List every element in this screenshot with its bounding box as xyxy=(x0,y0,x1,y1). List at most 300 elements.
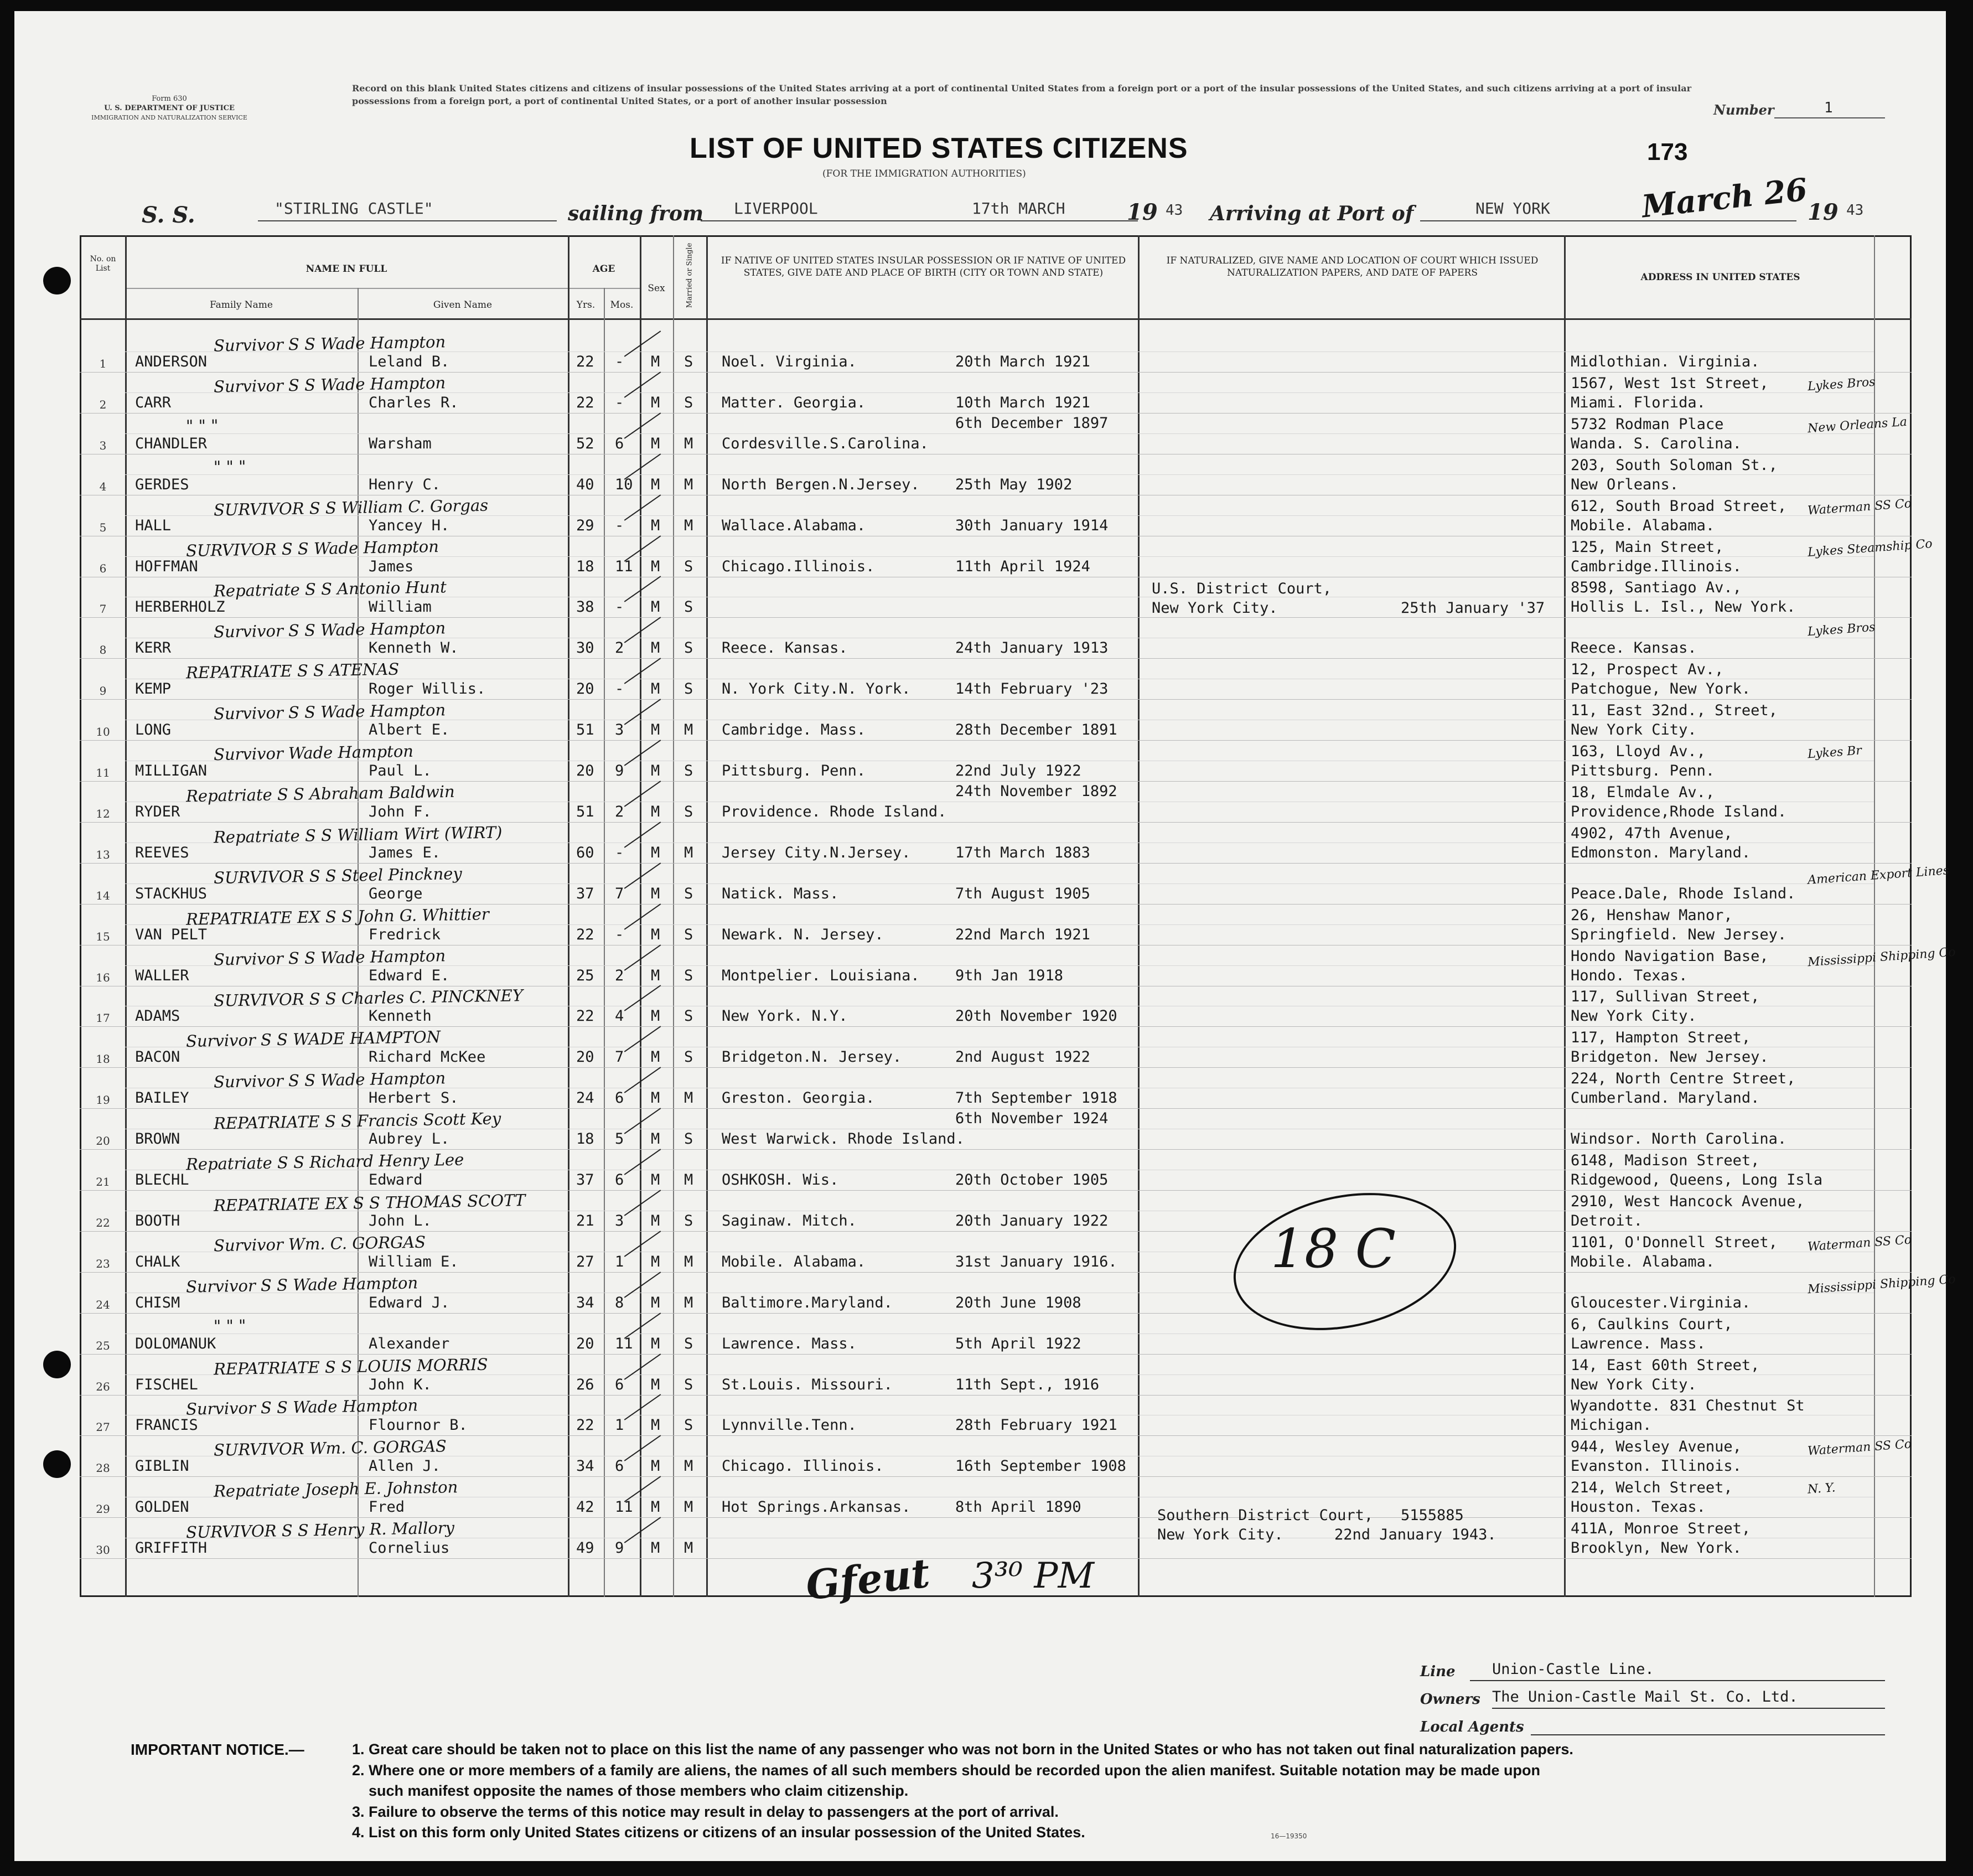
row-rule xyxy=(80,1026,1912,1027)
address-line-2: Brooklyn, New York. xyxy=(1571,1539,1742,1557)
form-number: Form 630 xyxy=(152,95,187,103)
address-note: American Export Lines xyxy=(1807,864,1950,887)
age-years: 20 xyxy=(576,1335,594,1352)
sex: M xyxy=(651,803,660,820)
address-line-2: Wanda. S. Carolina. xyxy=(1571,435,1742,452)
sex: M xyxy=(651,680,660,697)
punch-hole xyxy=(43,1450,71,1478)
marital-status: S xyxy=(684,967,693,984)
given-name: Yancey H. xyxy=(369,517,450,534)
sex: M xyxy=(651,1498,660,1516)
sex: M xyxy=(651,476,660,493)
address-line-2: Houston. Texas. xyxy=(1571,1498,1706,1516)
inspector-signature: Gfeut xyxy=(804,1549,932,1609)
address-line-2: Miami. Florida. xyxy=(1571,394,1706,411)
row-number: 28 xyxy=(96,1461,110,1475)
row-rule xyxy=(80,658,1912,659)
birth-place: Pittsburg. Penn. xyxy=(722,762,866,779)
address-line-1: Wyandotte. 831 Chestnut St xyxy=(1571,1397,1805,1414)
owners-value: The Union-Castle Mail St. Co. Ltd. xyxy=(1492,1688,1798,1706)
row-note: REPATRIATE S S ATENAS xyxy=(185,659,400,683)
birth-date: 10th March 1921 xyxy=(955,394,1090,411)
header-row-rule xyxy=(80,318,1912,320)
row-number: 2 xyxy=(99,398,107,411)
birth-place: N. York City.N. York. xyxy=(722,680,911,697)
birth-date: 7th August 1905 xyxy=(955,885,1090,902)
family-name: DOLOMANUK xyxy=(135,1335,216,1352)
age-months: - xyxy=(615,598,624,616)
family-name: HALL xyxy=(135,517,172,534)
birth-place: Cambridge. Mass. xyxy=(722,721,866,738)
birth-place: North Bergen.N.Jersey. xyxy=(722,476,920,493)
marital-status: S xyxy=(684,1048,693,1066)
age-years: 34 xyxy=(576,1294,594,1311)
marital-status: S xyxy=(684,926,693,943)
age-months: 7 xyxy=(615,1048,624,1066)
marital-status: S xyxy=(684,1335,693,1352)
given-name: Charles R. xyxy=(369,394,459,411)
age-years: 22 xyxy=(576,353,594,370)
birth-place: Chicago.Illinois. xyxy=(722,558,875,575)
age-years: 21 xyxy=(576,1212,594,1229)
age-months: 8 xyxy=(615,1294,624,1311)
age-years: 22 xyxy=(576,926,594,943)
family-name: GIBLIN xyxy=(135,1458,189,1475)
address-line-2: Reece. Kansas. xyxy=(1571,639,1697,657)
sex: M xyxy=(651,639,660,657)
family-name: CHISM xyxy=(135,1294,180,1311)
row-note: SURVIVOR S S Charles C. PINCKNEY xyxy=(213,986,524,1010)
sex: M xyxy=(651,598,660,616)
row-rule xyxy=(80,1149,1912,1150)
birth-date: 24th January 1913 xyxy=(955,639,1109,657)
row-number: 15 xyxy=(96,930,110,943)
row-number: 24 xyxy=(96,1298,110,1311)
age-months: 5 xyxy=(615,1130,624,1148)
age-months: 9 xyxy=(615,762,624,779)
row-rule xyxy=(80,781,1912,782)
row-number: 3 xyxy=(99,439,107,452)
sex: M xyxy=(651,435,660,452)
department: U. S. DEPARTMENT OF JUSTICE xyxy=(104,104,235,112)
birth-date: 28th February 1921 xyxy=(955,1417,1117,1434)
row-number: 10 xyxy=(96,725,110,738)
row-note: SURVIVOR S S Steel Pinckney xyxy=(213,864,463,887)
family-name: ADAMS xyxy=(135,1007,180,1025)
address-line-2: Patchogue, New York. xyxy=(1571,680,1751,697)
age-years: 30 xyxy=(576,639,594,657)
birth-place: Mobile. Alabama. xyxy=(722,1253,866,1270)
address-line-1: Hondo Navigation Base, xyxy=(1571,948,1769,965)
given-name: Aubrey L. xyxy=(369,1130,450,1148)
age-years: 29 xyxy=(576,517,594,534)
address-line-1: 8598, Santiago Av., xyxy=(1571,579,1742,596)
row-rule xyxy=(80,1435,1912,1436)
year-suffix: 43 xyxy=(1166,202,1183,219)
row-midrule xyxy=(125,433,1874,434)
row-number: 25 xyxy=(96,1339,110,1352)
row-number: 20 xyxy=(96,1134,110,1148)
sex: M xyxy=(651,844,660,861)
age-years: 37 xyxy=(576,885,594,902)
age-years: 52 xyxy=(576,435,594,452)
birth-date: 22nd March 1921 xyxy=(955,926,1090,943)
given-name: William xyxy=(369,598,432,616)
given-name: Edward J. xyxy=(369,1294,450,1311)
given-name: James E. xyxy=(369,844,441,861)
col-divider xyxy=(673,235,674,1597)
row-number: 4 xyxy=(99,480,107,493)
age-months: - xyxy=(615,844,624,861)
birth-date: 8th April 1890 xyxy=(955,1498,1081,1516)
sex: M xyxy=(651,1539,660,1557)
row-note: Repatriate S S William Wirt (WIRT) xyxy=(213,823,503,847)
punch-hole xyxy=(43,267,71,294)
col-header-naturalized: IF NATURALIZED, GIVE NAME AND LOCATION OF COURT WHICH ISSUED NATURALIZATION PAPERS, AND DATE OF PAPERS xyxy=(1166,255,1539,278)
number-label: Number xyxy=(1713,102,1774,118)
row-note: REPATRIATE EX S S John G. Whittier xyxy=(185,905,489,929)
row-note: SURVIVOR S S William C. Gorgas xyxy=(213,495,489,520)
birth-place: Providence. Rhode Island. xyxy=(722,803,947,820)
address-line-1: 214, Welch Street, xyxy=(1571,1479,1733,1496)
sex: M xyxy=(651,1376,660,1393)
birth-place: Cordesville.S.Carolina. xyxy=(722,435,929,452)
birth-place: Chicago. Illinois. xyxy=(722,1458,884,1475)
given-name: Warsham xyxy=(369,435,432,452)
sex: M xyxy=(651,1253,660,1270)
col-divider xyxy=(1874,235,1875,1597)
address-line-1: 26, Henshaw Manor, xyxy=(1571,907,1733,924)
marital-status: M xyxy=(684,844,693,861)
sex: M xyxy=(651,1130,660,1148)
birth-date: 6th December 1897 xyxy=(955,415,1109,432)
birth-date: 31st January 1916. xyxy=(955,1253,1117,1270)
age-months: - xyxy=(615,394,624,411)
address-line-2: New York City. xyxy=(1571,721,1697,738)
address-note: Lykes Bros xyxy=(1807,620,1876,639)
age-years: 60 xyxy=(576,844,594,861)
row-number: 21 xyxy=(96,1175,110,1188)
family-name: ANDERSON xyxy=(135,353,208,370)
birth-place: Jersey City.N.Jersey. xyxy=(722,844,911,861)
address-note: Mississippi Shipping Co xyxy=(1807,945,1956,970)
birth-place: Newark. N. Jersey. xyxy=(722,926,884,943)
given-name: Fredrick xyxy=(369,926,441,943)
row-number: 12 xyxy=(96,807,110,820)
sex: M xyxy=(651,967,660,984)
col-divider xyxy=(1564,235,1566,1597)
address-line-1: 944, Wesley Avenue, xyxy=(1571,1438,1742,1455)
address-line-1: 11, East 32nd., Street, xyxy=(1571,702,1778,719)
marital-status: S xyxy=(684,680,693,697)
family-name: KEMP xyxy=(135,680,172,697)
marital-status: S xyxy=(684,1007,693,1025)
address-line-1: 163, Lloyd Av., xyxy=(1571,743,1706,760)
address-line-2: Windsor. North Carolina. xyxy=(1571,1130,1787,1148)
row-note: REPATRIATE S S LOUIS MORRIS xyxy=(213,1355,488,1379)
row-number: 11 xyxy=(96,766,110,779)
age-years: 20 xyxy=(576,762,594,779)
address-line-2: Cumberland. Maryland. xyxy=(1571,1089,1760,1107)
family-name: VAN PELT xyxy=(135,926,208,943)
page-number: 173 xyxy=(1647,138,1688,166)
naturalization-court-row30: Southern District Court, xyxy=(1157,1507,1374,1524)
age-years: 22 xyxy=(576,1417,594,1434)
birth-date: 25th May 1902 xyxy=(955,476,1073,493)
address-line-1: 2910, West Hancock Avenue, xyxy=(1571,1193,1805,1210)
row-note: Repatriate S S Richard Henry Lee xyxy=(185,1150,464,1174)
birth-place: New York. N.Y. xyxy=(722,1007,848,1025)
row-number: 8 xyxy=(99,643,107,657)
number-value: 1 xyxy=(1824,100,1833,116)
arrival-year-suffix: 43 xyxy=(1846,202,1864,219)
given-name: John K. xyxy=(369,1376,432,1393)
given-name: John F. xyxy=(369,803,432,820)
age-months: 3 xyxy=(615,721,624,738)
birth-place: Wallace.Alabama. xyxy=(722,517,866,534)
address-note: Mississippi Shipping Co xyxy=(1807,1272,1956,1297)
row-rule xyxy=(80,1231,1912,1232)
row-note: Survivor S S WADE HAMPTON xyxy=(185,1027,441,1051)
marital-status: S xyxy=(684,639,693,657)
birth-place: OSHKOSH. Wis. xyxy=(722,1171,839,1188)
given-name: Roger Willis. xyxy=(369,680,486,697)
sailing-from-label: sailing from xyxy=(568,202,704,225)
marital-status: M xyxy=(684,476,693,493)
arrival-year-prefix: 19 xyxy=(1808,199,1839,225)
col-header-no: No. on List xyxy=(90,255,116,273)
marital-status: M xyxy=(684,1171,693,1188)
naturalization-city-row30: New York City. xyxy=(1157,1526,1283,1543)
age-months: - xyxy=(615,517,624,534)
row-rule xyxy=(80,1190,1912,1191)
row-number: 18 xyxy=(96,1052,110,1066)
address-line-2: Michigan. xyxy=(1571,1417,1652,1434)
age-months: 6 xyxy=(615,1089,624,1107)
address-line-2: Gloucester.Virginia. xyxy=(1571,1294,1751,1311)
age-years: 20 xyxy=(576,1048,594,1066)
service: IMMIGRATION AND NATURALIZATION SERVICE xyxy=(91,114,247,121)
address-line-2: Springfield. New Jersey. xyxy=(1571,926,1787,943)
row-number: 26 xyxy=(96,1380,110,1393)
address-line-1: 1101, O'Donnell Street, xyxy=(1571,1234,1778,1251)
address-line-1: 5732 Rodman Place xyxy=(1571,416,1724,433)
age-years: 18 xyxy=(576,558,594,575)
age-months: 2 xyxy=(615,967,624,984)
naturalization-date-row30: 22nd January 1943. xyxy=(1334,1526,1496,1543)
birth-date: 11th April 1924 xyxy=(955,558,1090,575)
row-note: Survivor S S Wade Hampton xyxy=(185,1396,418,1419)
birth-date: 9th Jan 1918 xyxy=(955,967,1064,984)
row-rule xyxy=(80,740,1912,741)
birth-place: Lawrence. Mass. xyxy=(722,1335,857,1352)
address-line-2: Hondo. Texas. xyxy=(1571,967,1688,984)
age-months: 4 xyxy=(615,1007,624,1025)
col-divider xyxy=(1138,235,1140,1597)
sex: M xyxy=(651,885,660,902)
marital-status: S xyxy=(684,885,693,902)
address-line-1: 411A, Monroe Street, xyxy=(1571,1520,1751,1537)
row-rule xyxy=(80,863,1912,864)
ship-name-line xyxy=(258,220,557,221)
address-line-2: New York City. xyxy=(1571,1376,1697,1393)
birth-place: Noel. Virginia. xyxy=(722,353,857,370)
address-note: Waterman SS Co xyxy=(1807,1437,1912,1459)
birth-date: 20th June 1908 xyxy=(955,1294,1081,1311)
preamble: Record on this blank United States citizens and citizens of insular possessions of the United States arriving at a port of continental United States from a foreign port or a port of the insular possessions of the United States, and such citizens arriving at a port of insular possessions from a foreign port, a port of continental United States, or a port of another insular possession xyxy=(352,83,1691,106)
marital-status: M xyxy=(684,721,693,738)
family-name: CARR xyxy=(135,394,172,411)
manifest-sheet xyxy=(14,11,1956,1861)
address-line-1: 203, South Soloman St., xyxy=(1571,457,1778,474)
address-line-2: Mobile. Alabama. xyxy=(1571,517,1715,534)
marital-status: S xyxy=(684,1417,693,1434)
age-months: 11 xyxy=(615,1498,633,1516)
row-note: Survivor Wm. C. GORGAS xyxy=(213,1232,426,1255)
sex: M xyxy=(651,353,660,370)
family-name: KERR xyxy=(135,639,172,657)
given-name: James xyxy=(369,558,414,575)
row-number: 17 xyxy=(96,1011,110,1025)
row-number: 7 xyxy=(99,602,107,616)
marital-status: M xyxy=(684,1253,693,1270)
given-name: Flournor B. xyxy=(369,1417,468,1434)
family-name: BOOTH xyxy=(135,1212,180,1229)
birth-date: 14th February '23 xyxy=(955,680,1109,697)
age-years: 18 xyxy=(576,1130,594,1148)
birth-date: 6th November 1924 xyxy=(955,1110,1109,1127)
age-years: 22 xyxy=(576,394,594,411)
given-name: Kenneth W. xyxy=(369,639,459,657)
age-years: 37 xyxy=(576,1171,594,1188)
row-rule xyxy=(80,904,1912,905)
col-header-mos: Mos. xyxy=(610,299,634,311)
given-name: Kenneth xyxy=(369,1007,432,1025)
age-months: 6 xyxy=(615,1458,624,1475)
inspection-time: 3³⁰ PM xyxy=(972,1555,1094,1596)
row-note: Survivor S S Wade Hampton xyxy=(213,332,446,355)
row-rule xyxy=(80,699,1912,700)
col-divider xyxy=(706,235,708,1597)
row-note: SURVIVOR S S Henry R. Mallory xyxy=(185,1518,455,1542)
sex: M xyxy=(651,394,660,411)
name-subheader-rule xyxy=(125,288,640,289)
row-note: Repatriate S S Abraham Baldwin xyxy=(185,782,455,806)
address-line-1: 117, Sullivan Street, xyxy=(1571,988,1760,1005)
address-note: New Orleans La xyxy=(1807,415,1908,436)
sex: M xyxy=(651,517,660,534)
age-years: 51 xyxy=(576,721,594,738)
row-rule xyxy=(80,1108,1912,1109)
row-rule xyxy=(80,1517,1912,1518)
sex: M xyxy=(651,1458,660,1475)
given-name: Allen J. xyxy=(369,1458,441,1475)
address-line-2: Cambridge.Illinois. xyxy=(1571,558,1742,575)
age-years: 26 xyxy=(576,1376,594,1393)
address-line-2: Mobile. Alabama. xyxy=(1571,1253,1715,1270)
row-rule xyxy=(80,1395,1912,1396)
address-line-2: Ridgewood, Queens, Long Isla xyxy=(1571,1171,1823,1188)
given-name: Albert E. xyxy=(369,721,450,738)
address-line-1: 18, Elmdale Av., xyxy=(1571,784,1715,801)
col-header-given: Given Name xyxy=(433,299,493,311)
marital-status: M xyxy=(684,435,693,452)
age-months: 11 xyxy=(615,1335,633,1352)
given-name: George xyxy=(369,885,423,902)
address-line-2: Peace.Dale, Rhode Island. xyxy=(1571,885,1796,902)
birth-date: 7th September 1918 xyxy=(955,1089,1117,1107)
birth-date: 20th October 1905 xyxy=(955,1171,1109,1188)
given-name: Herbert S. xyxy=(369,1089,459,1107)
naturalization-court-row7: U.S. District Court, xyxy=(1152,580,1332,597)
birth-place: Baltimore.Maryland. xyxy=(722,1294,893,1311)
address-line-1: 6, Caulkins Court, xyxy=(1571,1316,1733,1333)
marital-status: S xyxy=(684,1376,693,1393)
age-months: 1 xyxy=(615,1253,624,1270)
age-months: 9 xyxy=(615,1539,624,1557)
address-line-1: 4902, 47th Avenue, xyxy=(1571,825,1733,842)
sail-date: 17th MARCH xyxy=(972,199,1065,218)
address-line-2: Bridgeton. New Jersey. xyxy=(1571,1048,1769,1066)
row-note: Survivor S S Wade Hampton xyxy=(213,373,446,396)
given-name: Edward E. xyxy=(369,967,450,984)
family-name: HOFFMAN xyxy=(135,558,198,575)
family-name: GRIFFITH xyxy=(135,1539,208,1557)
family-name: HERBERHOLZ xyxy=(135,598,225,616)
row-note: " " " xyxy=(213,1316,246,1336)
row-rule xyxy=(80,1313,1912,1314)
age-months: - xyxy=(615,926,624,943)
family-name: MILLIGAN xyxy=(135,762,208,779)
arriving-line xyxy=(1420,220,1796,221)
col-header-age: AGE xyxy=(592,263,615,275)
page-subtitle: (FOR THE IMMIGRATION AUTHORITIES) xyxy=(822,168,1026,179)
row-note: " " " xyxy=(185,416,219,436)
form-id-block xyxy=(59,94,280,122)
birth-place: Lynnville.Tenn. xyxy=(722,1417,857,1434)
row-rule xyxy=(80,617,1912,618)
family-name: BLECHL xyxy=(135,1171,189,1188)
page-title: LIST OF UNITED STATES CITIZENS xyxy=(690,132,1188,164)
address-note: Lykes Br xyxy=(1807,743,1862,762)
age-months: 2 xyxy=(615,803,624,820)
birth-date: 28th December 1891 xyxy=(955,721,1117,738)
family-name: WALLER xyxy=(135,967,189,984)
age-months: 6 xyxy=(615,1171,624,1188)
row-number: 9 xyxy=(99,684,107,697)
birth-place: St.Louis. Missouri. xyxy=(722,1376,893,1393)
family-name: FRANCIS xyxy=(135,1417,198,1434)
address-line-1: 612, South Broad Street, xyxy=(1571,498,1787,515)
address-line-1: 224, North Centre Street, xyxy=(1571,1070,1796,1087)
age-months: - xyxy=(615,680,624,697)
circled-stamp-text: 18 C xyxy=(1271,1218,1396,1280)
notice-item-1: 1. Great care should be taken not to place on this list the name of any passenger who was not born in the United States or who has not taken out final naturalization papers. xyxy=(352,1741,1573,1758)
agents-label: Local Agents xyxy=(1420,1719,1524,1735)
naturalization-city-row7: New York City. xyxy=(1152,600,1278,617)
birth-date: 20th November 1920 xyxy=(955,1007,1117,1025)
col-header-address: ADDRESS IN UNITED STATES xyxy=(1640,272,1800,283)
port-to: NEW YORK xyxy=(1475,199,1550,218)
col-header-married: Married or Single xyxy=(685,242,694,308)
row-note: SURVIVOR S S Wade Hampton xyxy=(185,537,439,560)
notice-item-4: 4. List on this form only United States citizens or citizens of an insular possession of the United States. xyxy=(352,1824,1085,1841)
given-name: Leland B. xyxy=(369,353,450,370)
birth-place: Bridgeton.N. Jersey. xyxy=(722,1048,902,1066)
row-number: 30 xyxy=(96,1543,110,1557)
birth-place: Reece. Kansas. xyxy=(722,639,848,657)
address-line-1: 14, East 60th Street, xyxy=(1571,1357,1760,1374)
